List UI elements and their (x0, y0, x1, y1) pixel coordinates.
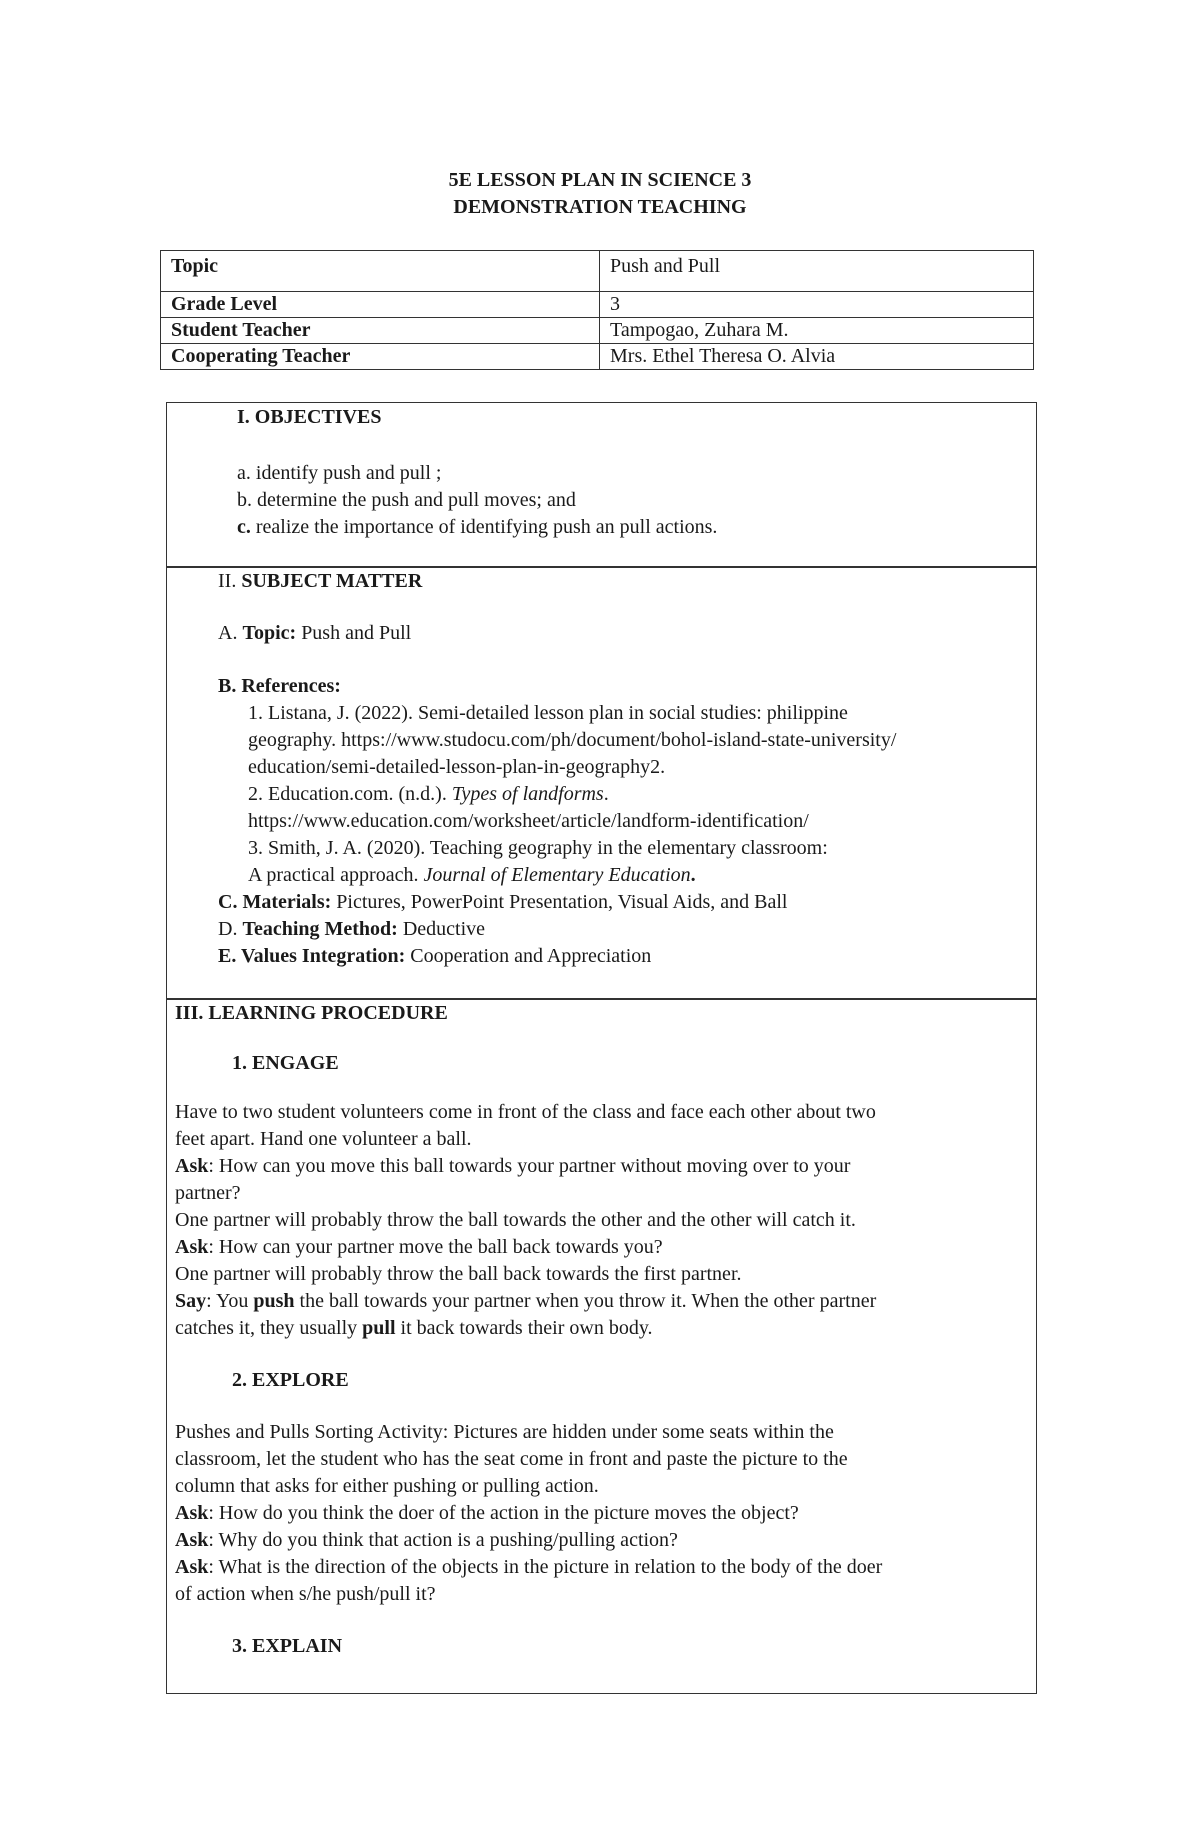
document-subtitle: DEMONSTRATION TEACHING (453, 196, 747, 218)
info-value-topic: Push and Pull (600, 251, 1034, 292)
explore-heading: 2. EXPLORE (232, 1369, 349, 1391)
reference-3-line-1: 3. Smith, J. A. (2020). Teaching geography in the elementary classroom: (248, 837, 828, 859)
reference-1-line-1: 1. Listana, J. (2022). Semi-detailed lesson plan in social studies: philippine (248, 702, 848, 724)
table-row (161, 292, 1034, 318)
table-row (161, 318, 1034, 344)
explore-paragraph-line: classroom, let the student who has the seat come in front and paste the picture to the (175, 1448, 848, 1470)
objectives-heading: I. OBJECTIVES (237, 406, 382, 428)
explore-ask-3-cont: of action when s/he push/pull it? (175, 1583, 436, 1605)
materials-line: C. Materials: Pictures, PowerPoint Presentation, Visual Aids, and Ball (218, 891, 788, 913)
info-value-cooperating-teacher: Mrs. Ethel Theresa O. Alvia (600, 344, 1034, 370)
reference-3-line-2: A practical approach. Journal of Elementary Education. (248, 864, 696, 886)
objective-item: b. determine the push and pull moves; and (237, 489, 576, 511)
info-value-student-teacher: Tampogao, Zuhara M. (600, 318, 1034, 344)
engage-ask-2: Ask: How can your partner move the ball back towards you? (175, 1236, 663, 1258)
reference-1-line-2: geography. https://www.studocu.com/ph/document/bohol-island-state-university/ (248, 729, 897, 751)
engage-ask-1: Ask: How can you move this ball towards your partner without moving over to your (175, 1155, 851, 1177)
reference-2-line-1: 2. Education.com. (n.d.). Types of landforms. (248, 783, 609, 805)
document-title: 5E LESSON PLAN IN SCIENCE 3 (448, 169, 752, 191)
teaching-method-line: D. Teaching Method: Deductive (218, 918, 486, 940)
reference-1-line-3: education/semi-detailed-lesson-plan-in-geography2. (248, 756, 666, 778)
explore-ask-1: Ask: How do you think the doer of the action in the picture moves the object? (175, 1502, 799, 1524)
info-label-grade-level: Grade Level (161, 292, 600, 318)
engage-say-line-2: catches it, they usually pull it back towards their own body. (175, 1317, 653, 1339)
engage-say-line-1: Say: You push the ball towards your partner when you throw it. When the other partner (175, 1290, 877, 1312)
engage-answer-2: One partner will probably throw the ball back towards the first partner. (175, 1263, 742, 1285)
learning-procedure-heading: III. LEARNING PROCEDURE (175, 1002, 448, 1024)
info-label-cooperating-teacher: Cooperating Teacher (161, 344, 600, 370)
values-integration-line: E. Values Integration: Cooperation and Appreciation (218, 945, 652, 967)
info-label-topic: Topic (161, 251, 600, 292)
explore-paragraph-line: column that asks for either pushing or pulling action. (175, 1475, 599, 1497)
engage-paragraph-line: Have to two student volunteers come in front of the class and face each other about two (175, 1101, 876, 1123)
engage-heading: 1. ENGAGE (232, 1052, 339, 1074)
objective-item: a. identify push and pull ; (237, 462, 442, 484)
lesson-info-table (160, 250, 1034, 370)
explore-ask-2: Ask: Why do you think that action is a pushing/pulling action? (175, 1529, 678, 1551)
explore-ask-3: Ask: What is the direction of the objects in the picture in relation to the body of the doer (175, 1556, 883, 1578)
explain-heading: 3. EXPLAIN (232, 1635, 343, 1657)
table-row (161, 344, 1034, 370)
info-label-student-teacher: Student Teacher (161, 318, 600, 344)
engage-ask-1-cont: partner? (175, 1182, 241, 1204)
subject-matter-heading: II. SUBJECT MATTER (218, 570, 423, 592)
engage-answer-1: One partner will probably throw the ball towards the other and the other will catch it. (175, 1209, 856, 1231)
references-heading: B. References: (218, 675, 341, 697)
explore-paragraph-line: Pushes and Pulls Sorting Activity: Pictures are hidden under some seats within the (175, 1421, 834, 1443)
info-value-grade-level: 3 (600, 292, 1034, 318)
objective-item: c. realize the importance of identifying push an pull actions. (237, 516, 718, 538)
reference-2-line-2: https://www.education.com/worksheet/article/landform-identification/ (248, 810, 809, 832)
engage-paragraph-line: feet apart. Hand one volunteer a ball. (175, 1128, 472, 1150)
topic-line: A. Topic: Push and Pull (218, 622, 412, 644)
table-row (161, 251, 1034, 292)
